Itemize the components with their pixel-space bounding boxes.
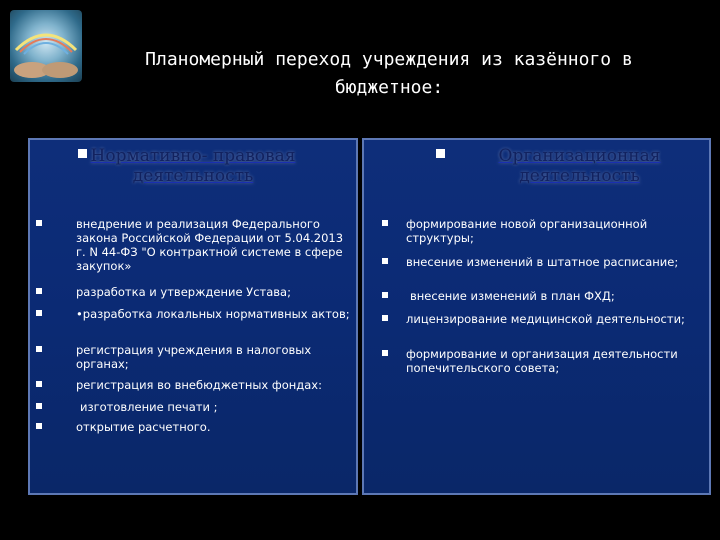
bullet xyxy=(36,288,42,294)
bullet xyxy=(36,346,42,352)
left-heading xyxy=(30,146,356,186)
right-item-4: лицензирование медицинской деятельности; xyxy=(406,312,685,326)
right-heading xyxy=(450,146,709,186)
bullet xyxy=(382,292,388,298)
bullet xyxy=(382,258,388,264)
bullet xyxy=(36,403,42,409)
bullet xyxy=(36,310,42,316)
hands-globe-logo xyxy=(10,10,82,82)
title-line-2: бюджетное: xyxy=(334,77,444,98)
heading-bullet xyxy=(436,149,445,158)
right-panel xyxy=(362,138,711,495)
bullet xyxy=(382,220,388,226)
left-item-5: регистрация во внебюджетных фондах: xyxy=(76,378,322,392)
title-line-1: Планомерный переход учреждения из казённого в xyxy=(145,49,633,70)
right-item-1: формирование новой организационной структуры; xyxy=(406,217,648,245)
right-heading-line-1: Организационная xyxy=(498,146,661,166)
left-item-4: регистрация учреждения в налоговых органах; xyxy=(76,343,312,371)
left-heading-line-2: деятельность xyxy=(132,166,254,186)
bullet xyxy=(382,350,388,356)
bullet xyxy=(36,381,42,387)
left-item-7: открытие расчетного. xyxy=(76,420,211,434)
right-item-5: формирование и организация деятельности попечительского совета; xyxy=(406,347,678,375)
right-heading-line-2: деятельность xyxy=(519,166,640,186)
bullet xyxy=(36,423,42,429)
slide-title xyxy=(84,46,694,102)
left-item-1: внедрение и реализация Федерального закона Российской Федерации от 5.04.2013 г. N 44-ФЗ "О контрактной системе в сфере закупок» xyxy=(76,217,344,273)
left-heading-line-1: Нормативно- правовая xyxy=(90,146,296,166)
left-panel xyxy=(28,138,358,495)
bullet xyxy=(382,315,388,321)
right-item-2: внесение изменений в штатное расписание; xyxy=(406,255,679,269)
left-item-6: изготовление печати ; xyxy=(80,400,218,414)
right-item-3: внесение изменений в план ФХД; xyxy=(410,289,615,303)
left-item-3: •разработка локальных нормативных актов; xyxy=(76,307,350,321)
left-item-2: разработка и утверждение Устава; xyxy=(76,285,291,299)
bullet xyxy=(36,220,42,226)
